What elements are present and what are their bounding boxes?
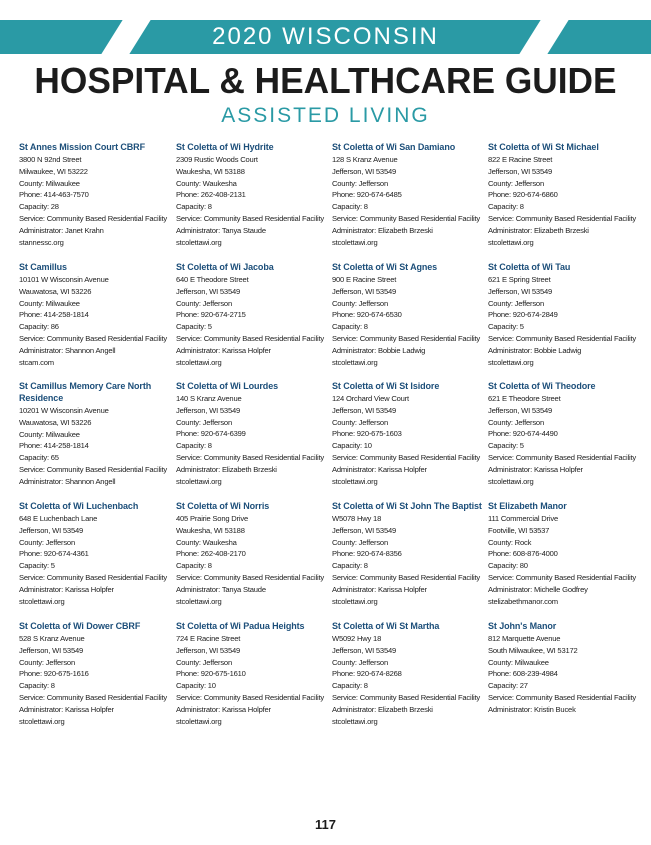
facility-listing (176, 500, 328, 607)
facility-name: St Camillus (19, 262, 67, 272)
facility-listing (19, 380, 171, 488)
facility-detail: Service: Community Based Residential Facility (332, 572, 480, 582)
facility-detail: Administrator: Karissa Holpfer (332, 464, 427, 474)
facility-detail: Jefferson, WI 53549 (332, 166, 397, 176)
facility-website-link[interactable]: stcolettawi.org (176, 596, 222, 606)
facility-website-link[interactable]: stcolettawi.org (176, 716, 222, 726)
facility-detail: 128 S Kranz Avenue (332, 155, 398, 164)
facility-detail: Administrator: Bobbie Ladwig (488, 345, 582, 355)
facility-website-link[interactable]: stcolettawi.org (332, 237, 378, 247)
facility-detail: Administrator: Bobbie Ladwig (332, 345, 426, 355)
facility-detail: Capacity: 8 (332, 681, 368, 691)
facility-detail: Administrator: Elizabeth Brzeski (332, 225, 433, 235)
facility-detail: 140 S Kranz Avenue (176, 394, 242, 403)
facility-detail: 10101 W Wisconsin Avenue (19, 275, 109, 284)
facility-detail: Capacity: 8 (332, 561, 368, 571)
facility-detail: 648 E Luchenbach Lane (19, 514, 98, 523)
facility-detail: South Milwaukee, WI 53172 (488, 645, 578, 655)
facility-detail: Administrator: Janet Krahn (19, 225, 104, 235)
facility-listing (19, 500, 171, 607)
facility-detail: Service: Community Based Residential Facility (488, 572, 636, 582)
facility-website-link[interactable]: stcolettawi.org (19, 596, 65, 606)
facility-detail: County: Jefferson (176, 417, 232, 427)
facility-listing (488, 261, 640, 368)
facility-detail: Jefferson, WI 53549 (488, 166, 553, 176)
facility-detail: Phone: 920-675-1603 (332, 429, 402, 439)
facility-detail: Administrator: Karissa Holpfer (19, 584, 114, 594)
facility-detail: Service: Community Based Residential Facility (488, 213, 636, 223)
facility-detail: County: Waukesha (176, 537, 237, 547)
facility-website-link[interactable]: stcam.com (19, 357, 54, 367)
facility-detail: Phone: 920-674-2849 (488, 310, 558, 320)
facility-detail: Administrator: Tanya Staude (176, 225, 266, 235)
facility-detail: Service: Community Based Residential Facility (19, 572, 167, 582)
facility-detail: 528 S Kranz Avenue (19, 634, 85, 643)
facility-detail: 900 E Racine Street (332, 275, 397, 284)
facility-detail: Capacity: 86 (19, 322, 59, 332)
facility-detail: Jefferson, WI 53549 (488, 405, 553, 415)
facility-listing (332, 620, 484, 727)
facility-detail: Capacity: 10 (176, 681, 216, 691)
page-title: HOSPITAL & HEALTHCARE GUIDE (34, 60, 617, 101)
facility-detail: 3800 N 92nd Street (19, 155, 82, 164)
facility-detail: Phone: 920-674-8268 (332, 669, 402, 679)
facility-detail: Service: Community Based Residential Facility (488, 452, 636, 462)
facility-listing (176, 380, 328, 487)
facility-name: St Coletta of Wi San Damiano (332, 142, 456, 152)
facility-detail: Jefferson, WI 53549 (176, 645, 241, 655)
facility-detail: Phone: 608-239-4984 (488, 669, 558, 679)
facility-detail: Service: Community Based Residential Facility (19, 692, 167, 702)
facility-detail: Phone: 920-674-6860 (488, 190, 558, 200)
facility-detail: Service: Community Based Residential Facility (176, 333, 324, 343)
facility-name: St Coletta of Wi Jacoba (176, 262, 274, 272)
facility-listing (176, 261, 328, 368)
facility-detail: 10201 W Wisconsin Avenue (19, 406, 109, 415)
facility-detail: County: Rock (488, 537, 532, 547)
facility-detail: Jefferson, WI 53549 (488, 286, 553, 296)
facility-detail: Phone: 920-674-6485 (332, 190, 402, 200)
facility-name: St John's Manor (488, 621, 557, 631)
facility-detail: Phone: 608-876-4000 (488, 549, 558, 559)
page-number: 117 (315, 817, 336, 832)
facility-listing (488, 141, 640, 248)
facility-website-link[interactable]: stannessc.org (19, 237, 64, 247)
section-title: ASSISTED LIVING (221, 104, 430, 127)
facility-name: St Coletta of Wi St Isidore (332, 381, 440, 391)
banner-title: 2020 WISCONSIN (212, 23, 439, 50)
facility-website-link[interactable]: stelizabethmanor.com (488, 596, 558, 606)
facility-detail: County: Jefferson (332, 657, 388, 667)
facility-listing (488, 380, 640, 487)
facility-detail: Administrator: Karissa Holpfer (176, 345, 271, 355)
facility-detail: 812 Marquette Avenue (488, 634, 561, 643)
facility-name: St Annes Mission Court CBRF (19, 142, 145, 152)
facility-detail: 621 E Theodore Street (488, 394, 561, 403)
facility-detail: Capacity: 27 (488, 681, 528, 691)
facility-website-link[interactable]: stcolettawi.org (332, 357, 378, 367)
facility-name: St Coletta of Wi St Michael (488, 142, 599, 152)
facility-detail: Capacity: 8 (19, 681, 55, 691)
facility-detail: County: Jefferson (19, 657, 75, 667)
facility-detail: Jefferson, WI 53549 (332, 405, 397, 415)
facility-detail: Phone: 920-674-8356 (332, 549, 402, 559)
facility-detail: 621 E Spring Street (488, 275, 551, 284)
facility-detail: Capacity: 5 (488, 322, 524, 332)
facility-name: St Coletta of Wi St Martha (332, 621, 440, 631)
facility-detail: County: Jefferson (176, 298, 232, 308)
facility-detail: Service: Community Based Residential Facility (19, 213, 167, 223)
facility-listing (332, 380, 484, 487)
facility-detail: Capacity: 8 (332, 202, 368, 212)
facility-name: St Camillus Memory Care North Residence (19, 381, 152, 403)
facility-detail: Capacity: 5 (19, 561, 55, 571)
facility-detail: Administrator: Karissa Holpfer (332, 584, 427, 594)
facility-website-link[interactable]: stcolettawi.org (176, 237, 222, 247)
facility-detail: Phone: 920-675-1610 (176, 669, 246, 679)
facility-detail: County: Waukesha (176, 178, 237, 188)
facility-detail: County: Jefferson (332, 298, 388, 308)
facility-listing (19, 141, 171, 248)
facility-detail: W5092 Hwy 18 (332, 634, 382, 643)
listings-grid (19, 141, 645, 761)
facility-detail: Capacity: 8 (488, 202, 524, 212)
facility-detail: Service: Community Based Residential Facility (176, 213, 324, 223)
facility-detail: Administrator: Shannon Angell (19, 345, 116, 355)
facility-website-link[interactable]: stcolettawi.org (176, 476, 222, 486)
facility-detail: Service: Community Based Residential Facility (488, 333, 636, 343)
facility-detail: Administrator: Karissa Holpfer (488, 464, 583, 474)
facility-name: St Coletta of Wi St Agnes (332, 262, 438, 272)
facility-detail: Administrator: Karissa Holpfer (19, 704, 114, 714)
facility-detail: Phone: 414-258-1814 (19, 310, 89, 320)
facility-detail: Phone: 920-674-6399 (176, 429, 246, 439)
facility-detail: County: Jefferson (19, 537, 75, 547)
facility-detail: Phone: 262-408-2170 (176, 549, 246, 559)
facility-detail: County: Milwaukee (19, 178, 80, 188)
facility-detail: Phone: 920-674-2715 (176, 310, 246, 320)
facility-detail: Capacity: 5 (176, 322, 212, 332)
facility-detail: County: Jefferson (176, 657, 232, 667)
facility-detail: Waukesha, WI 53188 (176, 525, 245, 535)
facility-name: St Coletta of Wi Padua Heights (176, 621, 305, 631)
facility-detail: Administrator: Elizabeth Brzeski (176, 464, 277, 474)
facility-detail: Footville, WI 53537 (488, 525, 550, 535)
facility-detail: Administrator: Kristin Bucek (488, 704, 576, 714)
facility-detail: County: Jefferson (332, 537, 388, 547)
facility-detail: Wauwatosa, WI 53226 (19, 286, 92, 296)
facility-listing (332, 500, 484, 607)
facility-detail: Capacity: 8 (176, 561, 212, 571)
facility-detail: Capacity: 10 (332, 441, 372, 451)
facility-detail: Waukesha, WI 53188 (176, 166, 245, 176)
facility-listing (488, 500, 640, 607)
facility-name: St Coletta of Wi Hydrite (176, 142, 274, 152)
facility-detail: Jefferson, WI 53549 (176, 286, 241, 296)
facility-detail: Wauwatosa, WI 53226 (19, 417, 92, 427)
facility-website-link[interactable]: stcolettawi.org (332, 596, 378, 606)
facility-detail: Administrator: Elizabeth Brzeski (332, 704, 433, 714)
facility-website-link[interactable]: stcolettawi.org (19, 716, 65, 726)
facility-website-link[interactable]: stcolettawi.org (488, 237, 534, 247)
facility-listing (19, 261, 171, 368)
facility-detail: Service: Community Based Residential Facility (176, 572, 324, 582)
facility-detail: Capacity: 28 (19, 202, 59, 212)
facility-detail: Jefferson, WI 53549 (332, 286, 397, 296)
facility-detail: Jefferson, WI 53549 (332, 525, 397, 535)
facility-detail: 640 E Theodore Street (176, 275, 249, 284)
facility-detail: County: Jefferson (488, 298, 544, 308)
facility-website-link[interactable]: stcolettawi.org (332, 476, 378, 486)
facility-detail: County: Jefferson (332, 417, 388, 427)
facility-detail: Jefferson, WI 53549 (19, 645, 84, 655)
facility-detail: 822 E Racine Street (488, 155, 553, 164)
facility-detail: Service: Community Based Residential Facility (19, 464, 167, 474)
facility-detail: Service: Community Based Residential Facility (332, 692, 480, 702)
facility-detail: Service: Community Based Residential Facility (332, 333, 480, 343)
facility-detail: Service: Community Based Residential Facility (176, 692, 324, 702)
facility-name: St Coletta of Wi Theodore (488, 381, 596, 391)
facility-listing (176, 620, 328, 727)
facility-name: St Elizabeth Manor (488, 501, 567, 511)
facility-detail: Service: Community Based Residential Facility (19, 333, 167, 343)
facility-detail: 2309 Rustic Woods Court (176, 155, 258, 164)
facility-detail: Administrator: Karissa Holpfer (176, 704, 271, 714)
facility-detail: Milwaukee, WI 53222 (19, 166, 88, 176)
facility-detail: County: Milwaukee (19, 298, 80, 308)
facility-name: St Coletta of Wi Dower CBRF (19, 621, 141, 631)
facility-detail: Administrator: Tanya Staude (176, 584, 266, 594)
facility-detail: Capacity: 8 (332, 322, 368, 332)
facility-name: St Coletta of Wi St John The Baptist (332, 501, 482, 511)
facility-detail: Service: Community Based Residential Facility (176, 452, 324, 462)
facility-detail: 724 E Racine Street (176, 634, 241, 643)
facility-detail: Service: Community Based Residential Facility (332, 213, 480, 223)
facility-detail: 405 Prairie Song Drive (176, 514, 248, 523)
facility-detail: Phone: 920-674-4361 (19, 549, 89, 559)
facility-website-link[interactable]: stcolettawi.org (488, 476, 534, 486)
facility-detail: Capacity: 65 (19, 453, 59, 463)
facility-detail: Phone: 920-675-1616 (19, 669, 89, 679)
facility-listing (332, 141, 484, 248)
facility-website-link[interactable]: stcolettawi.org (176, 357, 222, 367)
facility-listing (488, 620, 640, 716)
facility-detail: Phone: 262-408-2131 (176, 190, 246, 200)
facility-detail: County: Jefferson (332, 178, 388, 188)
facility-detail: Administrator: Elizabeth Brzeski (488, 225, 589, 235)
facility-detail: Phone: 920-674-6530 (332, 310, 402, 320)
facility-detail: Jefferson, WI 53549 (176, 405, 241, 415)
facility-listing (19, 620, 171, 727)
facility-name: St Coletta of Wi Tau (488, 262, 571, 272)
facility-detail: Capacity: 8 (176, 202, 212, 212)
facility-detail: Service: Community Based Residential Facility (488, 692, 636, 702)
facility-website-link[interactable]: stcolettawi.org (332, 716, 378, 726)
facility-detail: County: Jefferson (488, 178, 544, 188)
facility-detail: Phone: 414-258-1814 (19, 441, 89, 451)
facility-detail: Service: Community Based Residential Facility (332, 452, 480, 462)
facility-detail: Administrator: Michelle Godfrey (488, 584, 588, 594)
facility-detail: Phone: 920-674-4490 (488, 429, 558, 439)
facility-detail: Capacity: 8 (176, 441, 212, 451)
facility-name: St Coletta of Wi Norris (176, 501, 270, 511)
facility-detail: Capacity: 80 (488, 561, 528, 571)
facility-detail: County: Milwaukee (488, 657, 549, 667)
facility-name: St Coletta of Wi Luchenbach (19, 501, 139, 511)
facility-listing (332, 261, 484, 368)
facility-detail: County: Jefferson (488, 417, 544, 427)
facility-detail: Jefferson, WI 53549 (332, 645, 397, 655)
facility-name: St Coletta of Wi Lourdes (176, 381, 279, 391)
facility-detail: Jefferson, WI 53549 (19, 525, 84, 535)
facility-detail: County: Milwaukee (19, 429, 80, 439)
facility-detail: 124 Orchard View Court (332, 394, 409, 403)
facility-detail: W5078 Hwy 18 (332, 514, 382, 523)
facility-listing (176, 141, 328, 248)
facility-website-link[interactable]: stcolettawi.org (488, 357, 534, 367)
facility-detail: Capacity: 5 (488, 441, 524, 451)
facility-detail: 111 Commercial Drive (488, 514, 558, 523)
facility-detail: Phone: 414-463-7570 (19, 190, 89, 200)
facility-detail: Administrator: Shannon Angell (19, 476, 116, 486)
